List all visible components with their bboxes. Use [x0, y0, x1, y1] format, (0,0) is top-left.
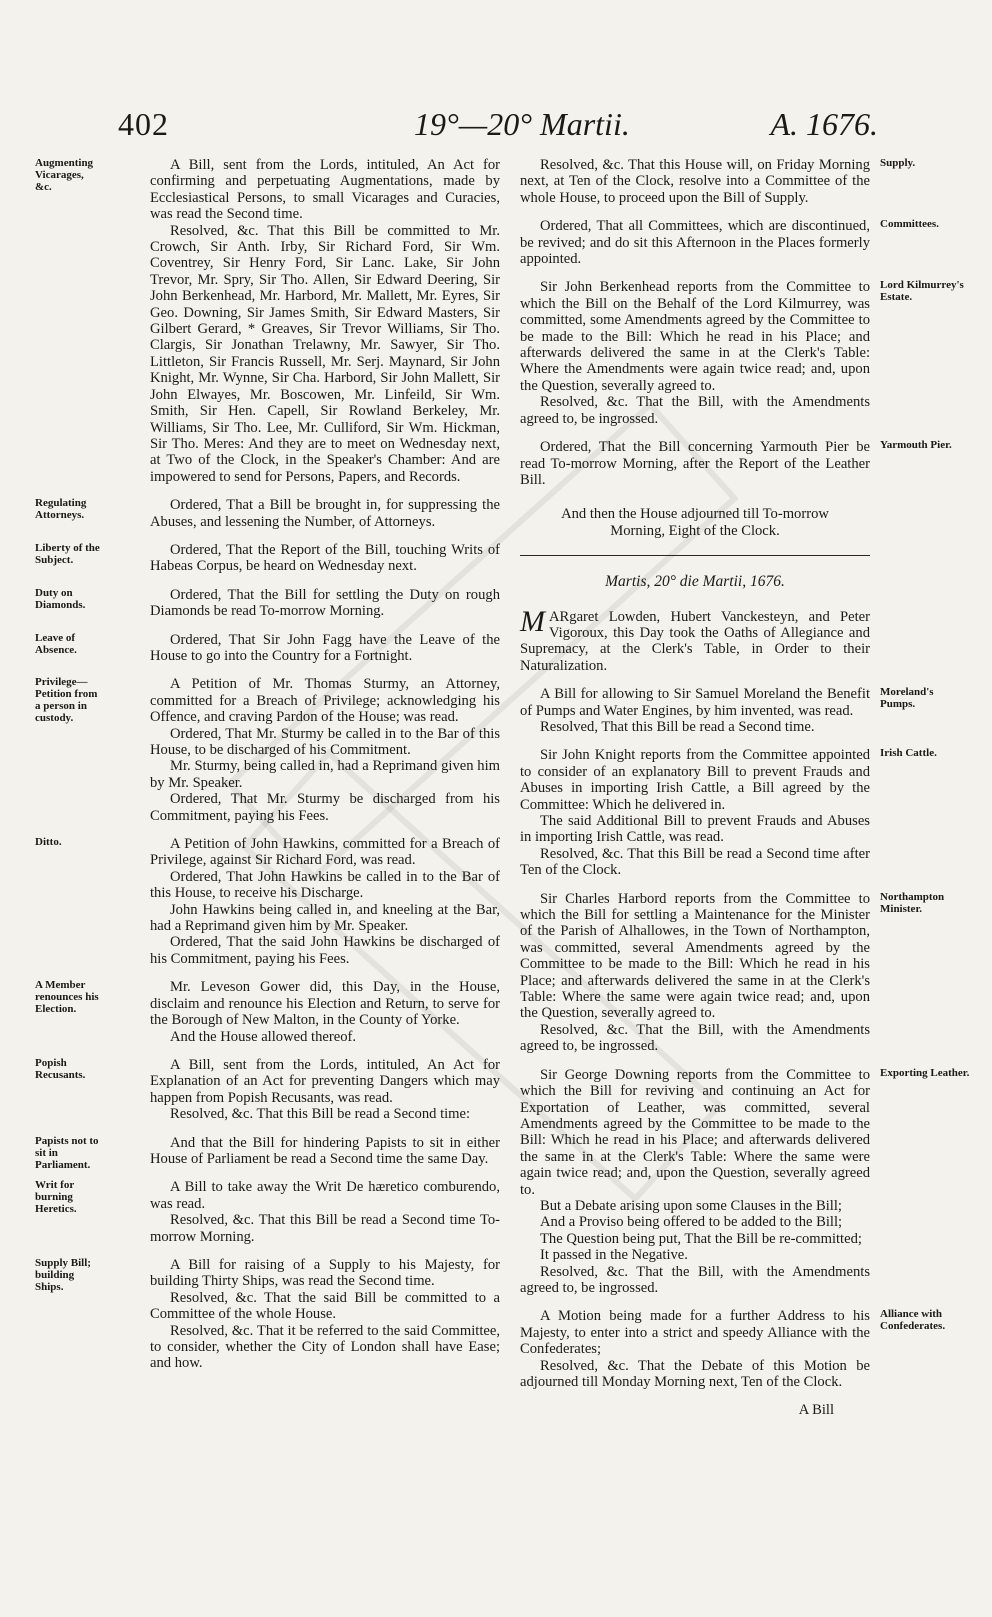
entry-paragraph: Ordered, That the Report of the Bill, touching Writs of Habeas Corpus, be heard on Wednesday next.	[150, 541, 500, 575]
entry-paragraph: Sir John Berkenhead reports from the Committee to which the Bill on the Behalf of the Lord Kilmurrey, was committed, some Amendments agreed by the Committee to be made to the Bill: Which he read in his Place; and afterwards delivered the same in at the Clerk's Table: Where the Amendments were again twice read; and, upon the Question, severally agreed to.	[520, 279, 870, 394]
header-year: A. 1676.	[770, 106, 878, 142]
right-column	[520, 157, 970, 1419]
entry-paragraph: Mr. Leveson Gower did, this Day, in the House, disclaim and renounce his Election and Return, to serve for the Borough of New Malton, in the County of Yorke.	[150, 979, 500, 1029]
margin-note: Augmenting Vicarages, &c.	[35, 157, 94, 193]
entry-paragraph: Ordered, That the Bill concerning Yarmouth Pier be read To-morrow Morning, after the Report of the Leather Bill.	[520, 439, 870, 488]
entry-paragraph: Ordered, That John Hawkins be called in to the Bar of this House, to receive his Discharge.	[150, 868, 500, 902]
entry-paragraph: A Petition of John Hawkins, committed for a Breach of Privilege, against Sir Richard Ford, was read.	[150, 836, 500, 869]
entry-paragraph: Sir Charles Harbord reports from the Committee to which the Bill for settling a Maintenance for the Minister of the Parish of Alhallowes, in the Town of Northampton, was committed, several Amendments agreed by the Committee to be made to the Bill: Which he read in his Place; and afterwards delivered the same in at the Clerk's Table: Where the same were again twice read; and, upon the Question, severally agreed to.	[520, 890, 870, 1022]
entry-paragraph: Resolved, &c. That this Bill be read a Second time:	[170, 1106, 471, 1123]
entry-paragraph: Sir John Knight reports from the Committee appointed to consider of an explanatory Bill to prevent Frauds and Abuses in importing Irish Cattle, a Bill agreed by the Committee: Which he delivered in.	[520, 747, 870, 813]
entry-paragraph: Resolved, &c. That the Bill, with the Amendments agreed to, be ingrossed.	[520, 1263, 870, 1296]
entry-paragraph: Resolved, &c. That it be referred to the said Committee, to consider, whether the City of London shall have Ease; and how.	[150, 1322, 500, 1372]
margin-note: Duty on Diamonds.	[35, 586, 86, 611]
entry-paragraph: And a Proviso being offered to be added to the Bill;	[540, 1214, 843, 1231]
margin-note: A Member renounces his Election.	[35, 979, 99, 1016]
margin-note: Committees.	[880, 218, 939, 231]
drop-cap: M	[520, 604, 545, 638]
entry-paragraph: Sir George Downing reports from the Committee to which the Bill for reviving and continuing an Act for Exportation of Leather, was committed, several Amendments agreed by the Committee to be made to the Bill: Which he read in his Place; and afterwards delivered the same in at the Clerk's Table: Where the same were again twice read; and, upon the Question, severally agreed to.	[520, 1066, 870, 1198]
entry-paragraph: Resolved, &c. That this Bill be read a Second time after Ten of the Clock.	[520, 845, 870, 879]
margin-note: Papists not to sit in Parliament.	[35, 1134, 99, 1171]
journal-entry	[35, 1056, 500, 1123]
entry-paragraph: Resolved, &c. That this Bill be read a Second time To-morrow Morning.	[150, 1212, 500, 1245]
journal-entry	[35, 497, 500, 530]
journal-entry	[35, 979, 500, 1045]
margin-note: Northampton Minister.	[880, 890, 945, 915]
right-column-bottom	[520, 604, 970, 1391]
journal-entry	[520, 747, 937, 879]
margin-note: Moreland's Pumps.	[880, 686, 934, 711]
right-column-top	[520, 157, 964, 488]
journal-entry	[520, 890, 945, 1055]
entry-paragraph: It passed in the Negative.	[540, 1247, 688, 1264]
entry-text: ARgaret Lowden, Hubert Vanckesteyn, and Peter Vigoroux, this Day took the Oaths of Allegiance and Supremacy, at the Clerk's Table, in Order to their Naturalization.	[520, 608, 870, 674]
entry-paragraph: Resolved, &c. That the Bill, with the Amendments agreed to, be ingrossed.	[520, 1021, 870, 1055]
page-number: 402	[118, 106, 169, 142]
entry-paragraph: Ordered, That Mr. Sturmy be called in to the Bar of this House, to be discharged of his Commitment.	[150, 725, 500, 758]
header-dates: 19°—20° Martii.	[414, 106, 630, 142]
entry-paragraph: John Hawkins being called in, and kneeling at the Bar, had a Reprimand given him by Mr. Speaker.	[150, 901, 500, 935]
entry-paragraph: Ordered, That Sir John Fagg have the Leave of the House to go into the Country for a Fortnight.	[150, 631, 500, 664]
entry-paragraph: Resolved, &c. That the said Bill be committed to a Committee of the whole House.	[150, 1289, 500, 1323]
margin-note: Ditto.	[35, 836, 62, 849]
date-heading: Martis, 20° die Martii, 1676.	[605, 573, 785, 591]
entry-paragraph: And that the Bill for hindering Papists to sit in either House of Parliament be read a Second time the same Day.	[150, 1134, 500, 1167]
entry-paragraph: Resolved, That this Bill be read a Second time.	[540, 718, 815, 735]
journal-entry	[35, 1256, 500, 1372]
margin-note: Leave of Absence.	[35, 631, 77, 656]
margin-note: Irish Cattle.	[880, 747, 937, 760]
entry-paragraph: A Motion being made for a further Address to his Majesty, to enter into a strict and speedy Alliance with the Confederates;	[520, 1308, 870, 1358]
entry-paragraph: The Question being put, That the Bill be re-committed;	[540, 1230, 862, 1247]
journal-entry	[35, 676, 500, 824]
entry-paragraph: A Bill, sent from the Lords, intituled, An Act for confirming and perpetuating Augmentations, made by Ecclesiastical Persons, to small Vicarages and Curacies, was read the Second time.	[150, 157, 500, 223]
margin-note: Supply Bill; building Ships.	[35, 1256, 91, 1293]
margin-note: Exporting Leather.	[880, 1066, 970, 1079]
entry-paragraph: A Bill for allowing to Sir Samuel Moreland the Benefit of Pumps and Water Engines, by him invented, was read.	[520, 686, 870, 719]
journal-entry	[35, 631, 500, 665]
margin-note: Liberty of the Subject.	[35, 541, 100, 566]
margin-note: Lord Kilmurrey's Estate.	[880, 279, 964, 304]
journal-entry	[35, 586, 500, 620]
entry-paragraph: Ordered, That Mr. Sturmy be discharged from his Commitment, paying his Fees.	[150, 791, 500, 824]
entry-paragraph: Mr. Sturmy, being called in, had a Reprimand given him by Mr. Speaker.	[150, 758, 500, 791]
entry-paragraph: Ordered, That all Committees, which are discontinued, be revived; and do sit this Afternoon in the Places formerly appointed.	[520, 218, 870, 268]
margin-note: Privilege— Petition from a person in custody.	[35, 676, 98, 725]
entry-paragraph: A Bill, sent from the Lords, intituled, An Act for Explanation of an Act for preventing Dangers which may happen from Popish Recusants, was read.	[150, 1056, 500, 1106]
entry-paragraph: Resolved, &c. That this Bill be committed to Mr. Crowch, Sir Anth. Irby, Sir Richard Ford, Sir Wm. Coventrey, Sir Henry Ford, Sir Lanc. Lake, Sir John Trevor, Mr. Spry, Sir Tho. Allen, Sir Edward Deering, Sir John Berkenhead, Mr. Harbord, Mr. Mallett, Mr. Eyres, Sir Geo. Downing, Sir James Smith, Sir Edward Masters, Sir Gilbert Gerard, * Greaves, Sir Trevor Williams, Sir Tho. Clargis, Sir Jonathan Trelawny, Mr. Sawyer, Sir Tho. Littleton, Sir Francis Russell, Mr. Serj. Maynard, Sir John Knight, Mr. Wynne, Sir Cha. Harbord, Sir John Mallett, Sir John Elwayes, Mr. Boscowen, Mr. Linfeild, Sir Wm. Smith, Sir Hen. Capell, Sir Rowland Berkeley, Mr. Williams, Sir Tho. Lee, Mr. Culliford, Sir Wm. Hickman, Sir Tho. Meres: And they are to meet on Wednesday next, at Two of the Clock, in the Speaker's Chamber: And are impowered to send for Persons, Papers, and Records.	[150, 222, 500, 485]
entry-paragraph: Resolved, &c. That the Debate of this Motion be adjourned till Monday Morning next, Ten of the Clock.	[520, 1357, 870, 1390]
journal-entry	[520, 157, 916, 206]
left-column	[35, 157, 500, 1384]
entry-paragraph: A Petition of Mr. Thomas Sturmy, an Attorney, committed for a Breach of Privilege; acknowledging his Offence, and craving Pardon of the House; was read.	[150, 676, 500, 726]
catchword: A Bill	[798, 1402, 834, 1419]
entry-paragraph: Resolved, &c. That the Bill, with the Amendments agreed to, be ingrossed.	[520, 394, 870, 427]
section-divider	[520, 555, 870, 556]
journal-entry	[520, 279, 964, 427]
margin-note: Regulating Attorneys.	[35, 497, 87, 522]
journal-entry	[520, 439, 952, 488]
entry-paragraph	[520, 604, 870, 675]
page-header	[118, 106, 878, 156]
margin-note: Yarmouth Pier.	[880, 439, 952, 452]
entry-paragraph: The said Additional Bill to prevent Frauds and Abuses in importing Irish Cattle, was read.	[520, 813, 870, 846]
journal-entry	[520, 1308, 946, 1390]
entry-paragraph: Ordered, That a Bill be brought in, for suppressing the Abuses, and lessening the Number, of Attorneys.	[150, 497, 500, 530]
margin-note: Alliance with Confederates.	[880, 1308, 946, 1333]
journal-entry	[35, 836, 500, 967]
journal-entry	[35, 157, 500, 485]
margin-note: Writ for burning Heretics.	[35, 1179, 77, 1216]
entry-paragraph: Ordered, That the Bill for settling the Duty on rough Diamonds be read To-morrow Morning.	[150, 586, 500, 620]
entry-paragraph: And the House allowed thereof.	[170, 1028, 357, 1045]
entry-paragraph: But a Debate arising upon some Clauses in the Bill;	[540, 1197, 842, 1214]
journal-entry	[35, 1134, 500, 1171]
journal-entry	[520, 1066, 970, 1297]
journal-entry	[35, 1179, 500, 1245]
margin-note: Popish Recusants.	[35, 1056, 86, 1081]
entry-paragraph: Ordered, That the said John Hawkins be discharged of his Commitment, paying his Fees.	[150, 934, 500, 967]
margin-note: Supply.	[880, 157, 916, 169]
journal-entry	[520, 686, 934, 735]
journal-entry	[520, 604, 870, 675]
entry-paragraph: Resolved, &c. That this House will, on Friday Morning next, at Ten of the Clock, resolve into a Committee of the whole House, to proceed upon the Bill of Supply.	[520, 157, 870, 206]
entry-paragraph: A Bill to take away the Writ De hæretico comburendo, was read.	[150, 1179, 500, 1212]
journal-entry	[520, 218, 939, 268]
adjournment-notice: And then the House adjourned till To-morrow Morning, Eight of the Clock.	[561, 506, 829, 539]
journal-entry	[35, 541, 500, 575]
entry-paragraph: A Bill for raising of a Supply to his Majesty, for building Thirty Ships, was read the Second time.	[150, 1256, 500, 1290]
